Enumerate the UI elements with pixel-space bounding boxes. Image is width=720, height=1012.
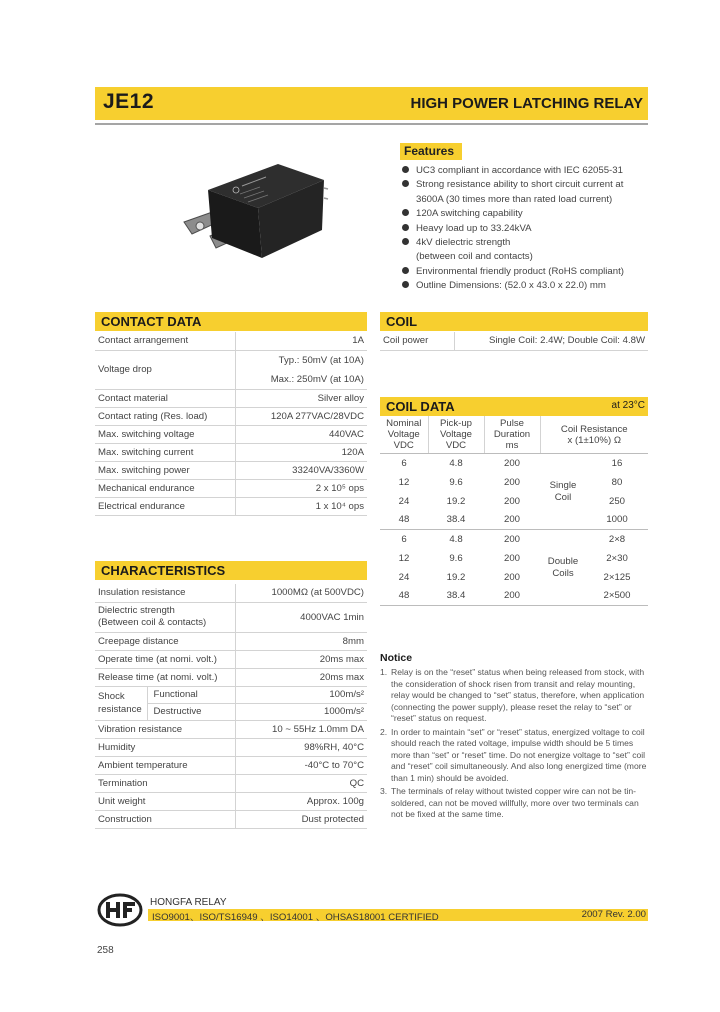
table-row: Insulation resistance 1000MΩ (at 500VDC) — [95, 584, 367, 602]
table-row: Mechanical endurance 2 x 10⁵ ops — [95, 479, 367, 497]
company-name: HONGFA RELAY — [150, 897, 227, 908]
bullet-icon — [402, 238, 409, 245]
table-row: 24 19.2 200 250 — [398, 495, 625, 507]
notice-heading: Notice — [380, 652, 413, 664]
double-coil-label: Double Coils — [540, 530, 586, 606]
feature-item-continued: (between coil and contacts) — [416, 251, 533, 263]
feature-item-continued: 3600A (30 times more than rated load current) — [416, 193, 613, 205]
notice-item: 3. The terminals of relay without twisted copper wire can not be tin-soldered, can not be moved willfully, more over two terminals can not be fixed at the same time. — [380, 786, 639, 819]
table-row: Construction Dust protected — [95, 810, 367, 828]
coil-data-table — [380, 416, 648, 606]
title-bar — [95, 87, 648, 120]
coil-data-heading: COIL DATA at 23°C — [380, 397, 648, 416]
hongfa-logo-icon — [97, 893, 143, 927]
table-row: Operate time (at nomi. volt.) 20ms max — [95, 650, 367, 668]
table-row: 12 9.6 200 2×30 — [398, 552, 628, 564]
table-row: Dielectric strength (Between coil & contacts) 4000VAC 1min — [95, 602, 367, 632]
page-number: 258 — [97, 945, 114, 956]
table-row: 24 19.2 200 2×125 — [398, 571, 631, 583]
table-row: Contact rating (Res. load) 120A 277VAC/28VDC — [95, 407, 367, 425]
pickup-voltage-header: Pick-up Voltage VDC — [428, 416, 484, 454]
feature-item: UC3 compliant in accordance with IEC 62055-31 — [400, 164, 650, 178]
notice-item: 1. Relay is on the “reset” status when being released from stock, with the consideration of shock risen from transit and relay mounting, relay would be changed to “set” status, therefore, when application (connecting the power supply), please reset the relay to “set” or “reset” status on request. — [380, 667, 645, 723]
bullet-icon — [402, 209, 409, 216]
nominal-voltage-header: Nominal Voltage VDC — [380, 416, 428, 454]
table-row: Voltage drop Typ.: 50mV (at 10A) Max.: 250mV (at 10A) — [95, 350, 367, 389]
table-row: Destructive 1000m/s² — [95, 703, 367, 720]
bullet-icon — [402, 224, 409, 231]
notice-list — [380, 667, 650, 823]
feature-item: Environmental friendly product (RoHS compliant) — [400, 265, 650, 279]
feature-item: 4kV dielectric strength — [400, 236, 650, 250]
table-row: Ambient temperature -40°C to 70°C — [95, 756, 367, 774]
coil-table — [380, 332, 648, 351]
table-row: 6 4.8 200 Single Coil 16 — [380, 454, 648, 473]
table-row: Shock resistance Functional 100m/s² — [95, 686, 367, 703]
table-row: Max. switching current 120A — [95, 443, 367, 461]
bullet-icon — [402, 166, 409, 173]
table-row: Creepage distance 8mm — [95, 632, 367, 650]
coil-resistance-header: Coil Resistance x (1±10%) Ω — [540, 416, 648, 454]
table-row: Contact arrangement 1A — [95, 332, 367, 350]
characteristics-heading: CHARACTERISTICS — [95, 561, 367, 580]
feature-item: Heavy load up to 33.24kVA — [400, 222, 650, 236]
table-row: 12 9.6 200 80 — [398, 476, 623, 488]
certifications: ISO9001、ISO/TS16949 、ISO14001 、OHSAS18001 CERTIFIED — [152, 912, 439, 923]
table-row: 48 38.4 200 2×500 — [380, 587, 648, 606]
table-row: Vibration resistance 10 ~ 55Hz 1.0mm DA — [95, 720, 367, 738]
product-description: HIGH POWER LATCHING RELAY — [410, 95, 643, 112]
table-row: Coil power Single Coil: 2.4W; Double Coil: 4.8W — [380, 332, 648, 350]
revision: 2007 Rev. 2.00 — [581, 909, 646, 920]
model-title: JE12 — [103, 90, 155, 113]
contact-data-heading: CONTACT DATA — [95, 312, 367, 331]
table-row: Contact material Silver alloy — [95, 389, 367, 407]
table-row: Electrical endurance 1 x 10⁴ ops — [95, 497, 367, 515]
table-row: Humidity 98%RH, 40°C — [95, 738, 367, 756]
relay-product-photo — [178, 158, 330, 268]
title-divider — [95, 123, 648, 125]
footer-bar — [148, 909, 648, 921]
single-coil-label: Single Coil — [540, 454, 586, 530]
contact-data-table — [95, 332, 367, 516]
coil-heading: COIL — [380, 312, 648, 331]
table-row: Max. switching voltage 440VAC — [95, 425, 367, 443]
feature-item: Outline Dimensions: (52.0 x 43.0 x 22.0) mm — [400, 279, 650, 293]
bullet-icon — [402, 281, 409, 288]
coil-data-header-row — [380, 416, 648, 454]
table-row: Termination QC — [95, 774, 367, 792]
feature-item: Strong resistance ability to short circuit current at — [400, 178, 650, 192]
notice-item: 2. In order to maintain “set” or “reset” status, energized voltage to coil should reach the rated voltage, impulse width should be 5 times more than “set” or “reset” time. Do not energize voltage to “set” coil and “reset” coil simultaneously. And also long energized time (more than 1 min) should be avoided. — [380, 726, 647, 783]
bullet-icon — [402, 267, 409, 274]
bullet-icon — [402, 180, 409, 187]
feature-item: 120A switching capability — [400, 207, 650, 221]
table-row: Unit weight Approx. 100g — [95, 792, 367, 810]
features-list — [400, 164, 650, 294]
table-row: Release time (at nomi. volt.) 20ms max — [95, 668, 367, 686]
table-row: Max. switching power 33240VA/3360W — [95, 461, 367, 479]
table-row: 48 38.4 200 1000 — [380, 511, 648, 530]
table-row: 6 4.8 200 Double Coils 2×8 — [380, 530, 648, 549]
coil-data-temperature: at 23°C — [611, 400, 645, 411]
pulse-duration-header: Pulse Duration ms — [484, 416, 540, 454]
features-heading: Features — [400, 143, 462, 160]
characteristics-table — [95, 584, 367, 829]
